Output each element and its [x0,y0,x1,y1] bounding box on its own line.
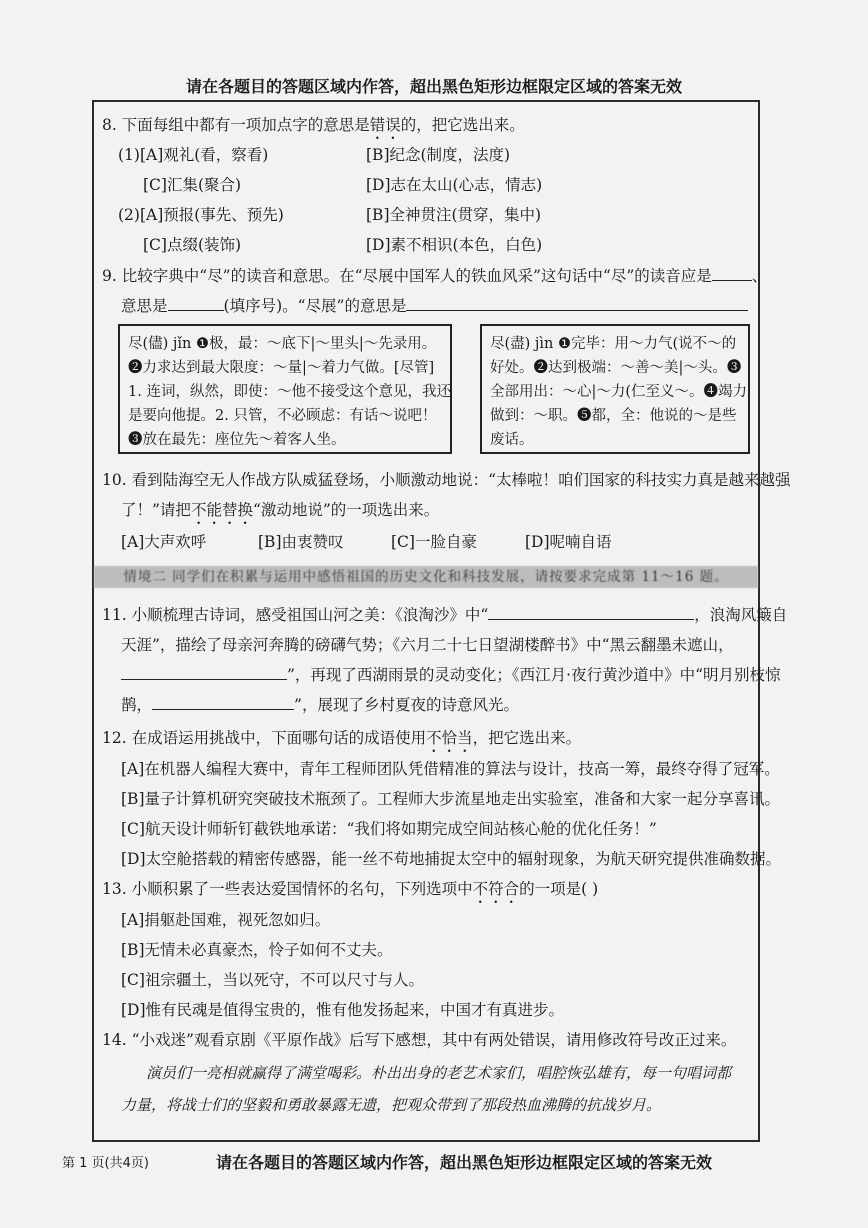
q11-blank-2[interactable] [121,664,287,680]
q9-stem-line2: 意思是 (填序号)。“尽展”的意思是 [121,294,748,316]
q12-option-b[interactable]: [B]量子计算机研究突破技术瓶颈了。工程师大步流星地走出实验室，准备和大家一起分享喜讯。 [121,790,780,808]
q11-line1: 11. 小顺梳理古诗词，感受祖国山河之美：《浪淘沙》中“ ，浪淘风簸自 [102,606,788,624]
q14-passage-line1: 演员们一亮相就赢得了满堂喝彩。朴出出身的老艺术家们，唱腔恢弘雄有，每一句唱词都 [146,1064,732,1082]
q9-blank-pronunciation[interactable] [712,265,752,281]
dictionary-entry-jin-4: 尽(盡) jìn ❶完毕：用～力气(说不～的 好处。❷达到极端：～善～美|～头。❸ 全部用出：～心|～力(仁至义～。❹竭力 做到：～职。❺都，全：他说的～是些 废话。 [480,324,750,454]
q8-stem: 8. 下面每组中都有一项加点字的意思是错误的，把它选出来。 [102,116,525,134]
q11-line2: 天涯”，描绘了母亲河奔腾的磅礴气势；《六月二十七日望湖楼醉书》中“黑云翻墨未遮山， [121,636,734,654]
q8-option-2d[interactable]: [D]素不相识(本色，白色) [366,236,543,254]
q13-option-d[interactable]: [D]惟有民魂是值得宝贵的，惟有他发扬起来，中国才有真进步。 [121,1001,565,1019]
answer-area-header: 请在各题目的答题区域内作答，超出黑色矩形边框限定区域的答案无效 [185,77,682,96]
q8-option-2a[interactable]: (2)[A]预报(事先、预先) [118,206,284,224]
q11-blank-3[interactable] [152,694,294,710]
q13-stem: 13. 小顺积累了一些表达爱国情怀的名句，下列选项中不符合的一项是( ) [102,880,599,898]
q9-stem-line1: 9. 比较字典中“尽”的读音和意思。在“尽展中国军人的铁血风采”这句话中“尽”的读音应是 、 [102,267,768,285]
q12-option-c[interactable]: [C]航天设计师斩钉截铁地承诺：“我们将如期完成空间站核心舱的优化任务！” [121,820,657,838]
q9-blank-jinzhan[interactable] [406,295,748,311]
q14-passage-line2: 力量，将战士们的坚毅和勇敢暴露无遗，把观众带到了那段热血沸腾的抗战岁月。 [121,1096,662,1114]
page-number: 第 1 页(共4页) [62,1156,149,1171]
q8-option-2c[interactable]: [C]点缀(装饰) [143,236,242,254]
q10-stem-line1: 10. 看到陆海空无人作战方队威猛登场，小顺激动地说：“太棒啦！咱们国家的科技实力真是越来越强 [102,471,791,489]
q11-line4: 鹊， ”，展现了乡村夏夜的诗意风光。 [121,696,519,714]
q8-option-1c[interactable]: [C]汇集(聚合) [143,176,242,194]
q13-option-a[interactable]: [A]捐躯赴国难，视死忽如归。 [121,911,331,929]
dictionary-entry-jin-3: 尽(儘) jǐn ❶极，最：～底下|～里头|～先录用。 ❷力求达到最大限度：～量|～着力气做。[尽管] 1. 连词，纵然，即使：～他不接受这个意见，我还 是要向他提。2. 只管，不必顾虑：有话～说吧！ ❸放在最先：座位先～着客人坐。 [118,324,452,454]
q10-option-b[interactable]: [B]由衷赞叹 [258,533,344,551]
q12-option-a[interactable]: [A]在机器人编程大赛中，青年工程师团队凭借精准的算法与设计，技高一筹，最终夺得了冠军。 [121,760,780,778]
q13-option-c[interactable]: [C]祖宗疆土，当以死守，不可以尺寸与人。 [121,971,424,989]
q12-stem: 12. 在成语运用挑战中，下面哪句话的成语使用不恰当，把它选出来。 [102,729,582,747]
q11-line3: ”，再现了西湖雨景的灵动变化；《西江月·夜行黄沙道中》中“明月别枝惊 [121,663,781,685]
q8-option-2b[interactable]: [B]全神贯注(贯穿，集中) [366,206,542,224]
q14-stem: 14. “小戏迷”观看京剧《平原作战》后写下感想，其中有两处错误，请用修改符号改正过来。 [102,1031,737,1049]
q9-blank-meaning[interactable] [168,295,224,311]
q11-blank-1[interactable] [488,604,694,620]
q8-option-1a[interactable]: (1)[A]观礼(看，察看) [118,146,269,164]
answer-area-footer: 请在各题目的答题区域内作答，超出黑色矩形边框限定区域的答案无效 [215,1153,712,1172]
q10-stem-line2: 了！”请把不能替换“激动地说”的一项选出来。 [121,501,440,519]
q12-option-d[interactable]: [D]太空舱搭载的精密传感器，能一丝不苟地捕捉太空中的辐射现象，为航天研究提供准确数据。 [121,850,782,868]
q10-option-c[interactable]: [C]一脸自豪 [391,533,477,551]
q10-option-a[interactable]: [A]大声欢呼 [121,533,207,551]
q8-option-1d[interactable]: [D]志在太山(心志，情志) [366,176,543,194]
q10-option-d[interactable]: [D]呢喃自语 [525,533,612,551]
scenario-two-banner: 情境二 同学们在积累与运用中感悟祖国的历史文化和科技发展，请按要求完成第 11～16 题。 [94,566,758,588]
q8-option-1b[interactable]: [B]纪念(制度，法度) [366,146,511,164]
q13-option-b[interactable]: [B]无情未必真豪杰，怜子如何不丈夫。 [121,941,393,959]
